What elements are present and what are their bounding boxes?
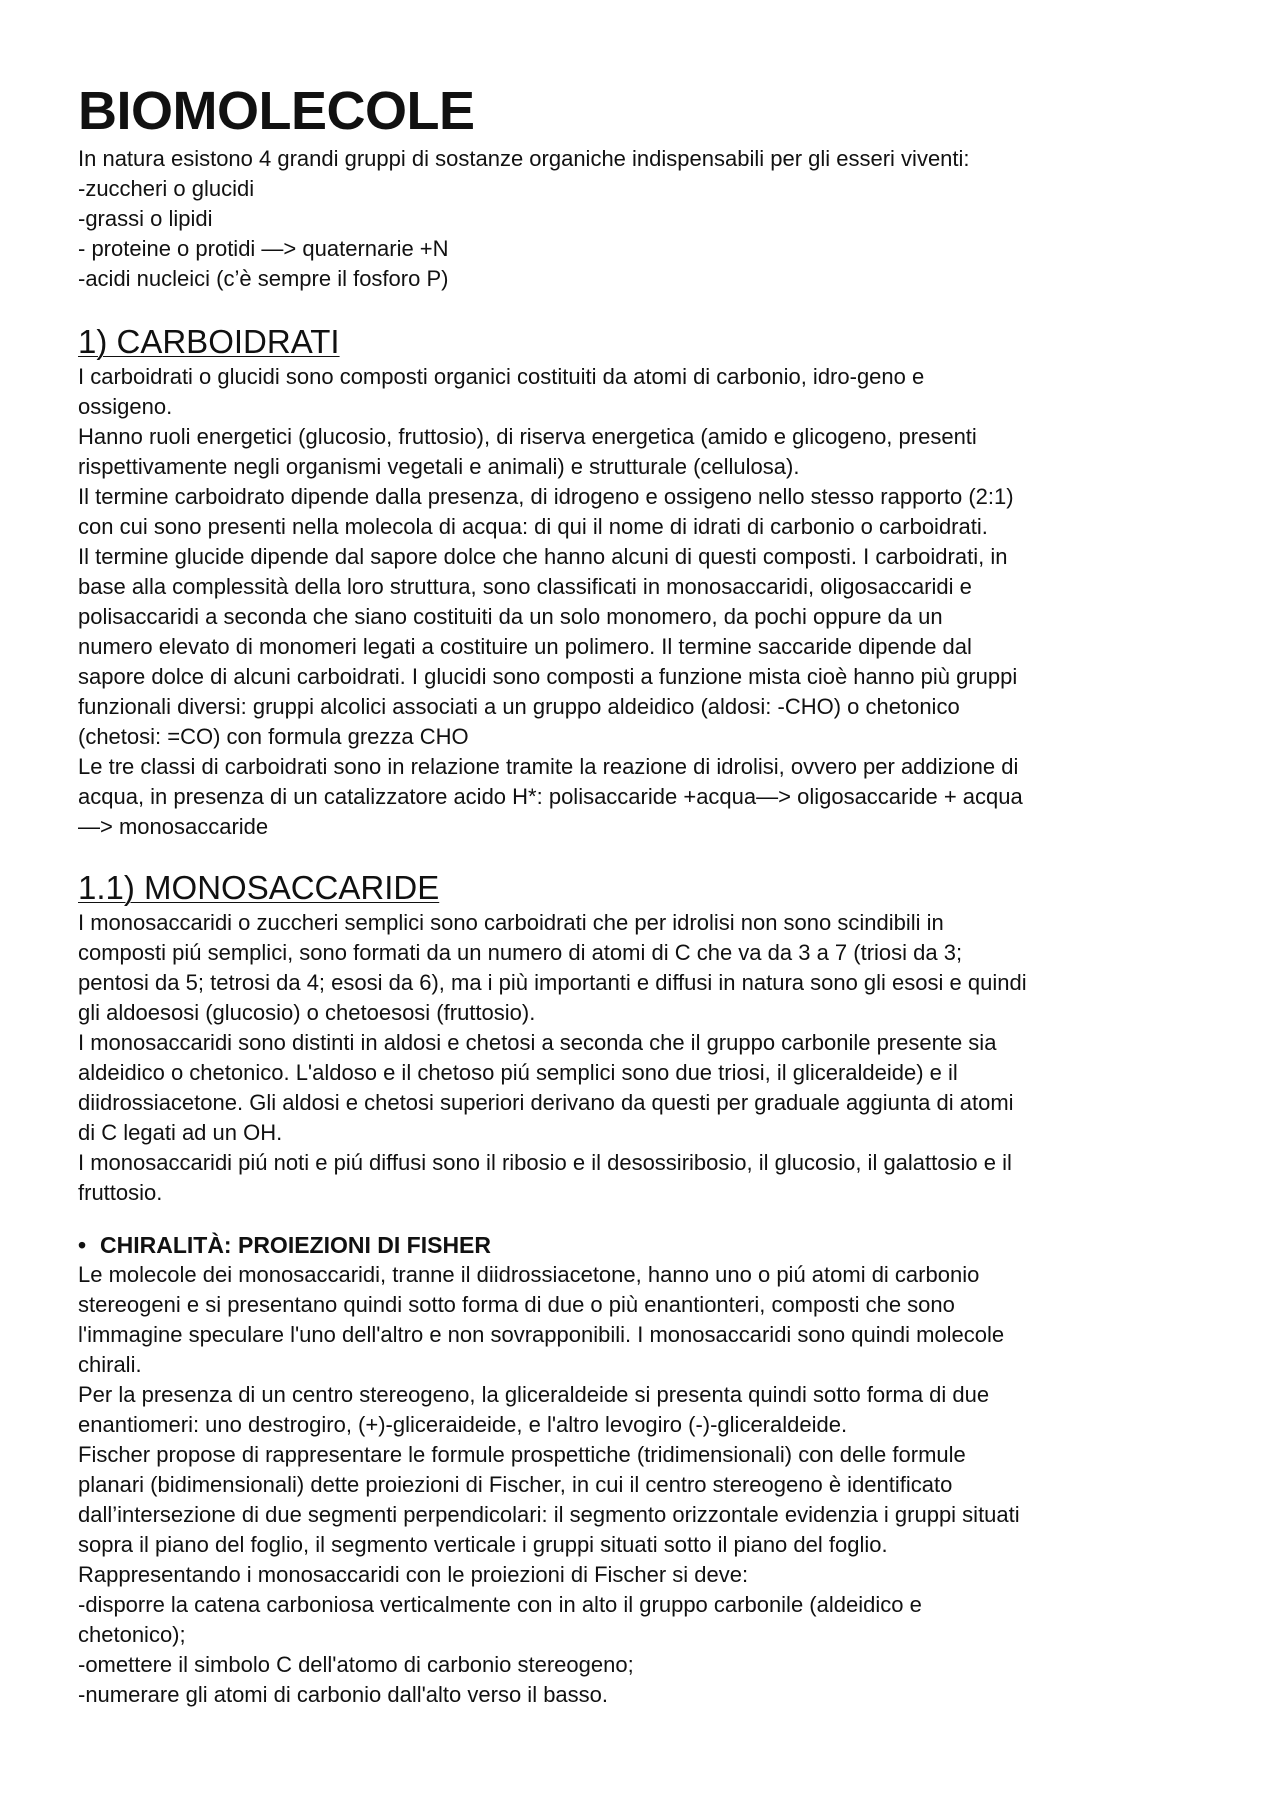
chiralita-paragraph: Le molecole dei monosaccaridi, tranne il diidrossiacetone, hanno uno o piú atomi di carbonio stereogeni e si presentano quindi sotto forma di due o più enantionteri, composti che sono l'immagine speculare l'uno dell'altro e non sovrapponibili. I monosaccaridi sono quindi molecole chirali. Per la presenza di un centro stereogeno, la gliceraldeide si presenta quindi sotto forma di due enantiomeri: uno destrogiro, (+)-gliceraideide, e l'altro levogiro (-)-gliceraldeide. Fischer propose di rappresentare le formule prospettiche (tridimensionali) con delle formule planari (bidimensionali) dette proiezioni di Fischer, in cui il centro stereogeno è identificato dall’intersezione di due segmenti perpendicolari: il segmento orizzontale evidenzia i gruppi situati sopra il piano del foglio, il segmento verticale i gruppi situati sotto il piano del foglio. Rappresentando i monosaccaridi con le proiezioni di Fischer si deve: -disporre la catena carboniosa verticalmente con in alto il gruppo carbonile (aldeidico e chetonico); -omettere il simbolo C dell'atomo di carbonio stereogeno; -numerare gli atomi di carbonio dall'alto verso il basso.	[78, 1262, 1020, 1707]
spacer	[78, 294, 1218, 322]
document-page	[78, 78, 1218, 1710]
carboidrati-paragraph: I carboidrati o glucidi sono composti organici costituiti da atomi di carbonio, idro-geno e ossigeno. Hanno ruoli energetici (glucosio, fruttosio), di riserva energetica (amido e glicogeno, presenti rispettivamente negli organismi vegetali e animali) e strutturale (cellulosa). Il termine carboidrato dipende dalla presenza, di idrogeno e ossigeno nello stesso rapporto (2:1) con cui sono presenti nella molecola di acqua: di qui il nome di idrati di carbonio o carboidrati. Il termine glucide dipende dal sapore dolce che hanno alcuni di questi composti. I carboidrati, in base alla complessità della loro struttura, sono classificati in monosaccaridi, oligosaccaridi e polisaccaridi a seconda che siano costituiti da un solo monomero, da pochi oppure da un numero elevato di monomeri legati a costituire un polimero. Il termine saccaride dipende dal sapore dolce di alcuni carboidrati. I glucidi sono composti a funzione mista cioè hanno più gruppi funzionali diversi: gruppi alcolici associati a un gruppo aldeidico (aldosi: -CHO) o chetonico (chetosi: =CO) con formula grezza CHO Le tre classi di carboidrati sono in relazione tramite la reazione di idrolisi, ovvero per addizione di acqua, in presenza di un catalizzatore acido H*: polisaccaride +acqua—> oligosaccaride + acqua —> monosaccaride	[78, 364, 1023, 839]
spacer	[78, 842, 1218, 868]
bullet-icon: •	[78, 1232, 87, 1258]
spacer	[78, 1208, 1218, 1230]
intro-paragraph: In natura esistono 4 grandi gruppi di sostanze organiche indispensabili per gli esseri viventi: -zuccheri o glucidi -grassi o lipidi - proteine o protidi —> quaternarie +N -acidi nucleici (c’è sempre il fosforo P)	[78, 146, 970, 291]
monosaccaride-paragraph: I monosaccaridi o zuccheri semplici sono carboidrati che per idrolisi non sono scindibili in composti piú semplici, sono formati da un numero di atomi di C che va da 3 a 7 (triosi da 3; pentosi da 5; tetrosi da 4; esosi da 6), ma i più importanti e diffusi in natura sono gli esosi e quindi gli aldoesosi (glucosio) o chetoesosi (fruttosio). I monosaccaridi sono distinti in aldosi e chetosi a seconda che il gruppo carbonile presente sia aldeidico o chetonico. L'aldoso e il chetoso piú semplici sono due triosi, il gliceraldeide) e il diidrossiacetone. Gli aldosi e chetosi superiori derivano da questi per graduale aggiunta di atomi di C legati ad un OH. I monosaccaridi piú noti e piú diffusi sono il ribosio e il desossiribosio, il glucosio, il galattosio e il fruttosio.	[78, 910, 1027, 1205]
document-title: BIOMOLECOLE	[78, 81, 475, 141]
section-heading-carboidrati: 1) CARBOIDRATI	[78, 323, 340, 360]
section-heading-monosaccaride: 1.1) MONOSACCARIDE	[78, 869, 440, 906]
subsection-heading-text: CHIRALITÀ: PROIEZIONI DI FISHER	[100, 1232, 491, 1258]
subsection-heading-chiralita	[78, 1230, 1218, 1260]
